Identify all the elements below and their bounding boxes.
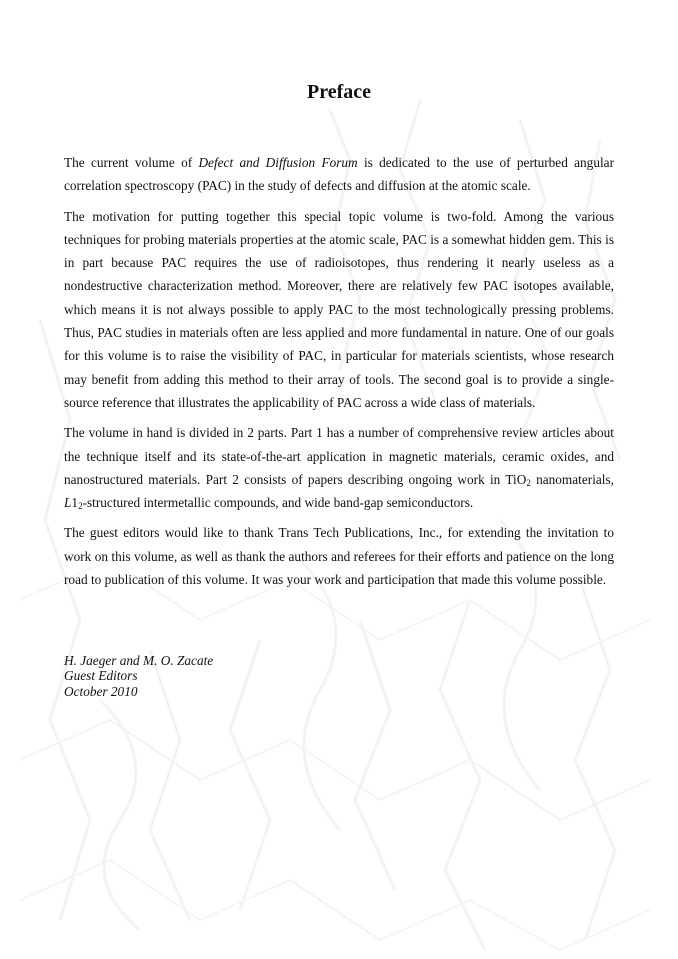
paragraph-4: The guest editors would like to thank Trans Tech Publications, Inc., for extending the invitation to work on this volume, as well as thank the authors and referees for their efforts and patience on the long road to publication of this volume. It was your work and participation that made this volume possible. — [64, 525, 614, 588]
tio2-formula: TiO — [505, 471, 527, 487]
page-title: Preface — [306, 81, 372, 103]
preface-body — [64, 151, 614, 598]
l12-subscript: 2 — [78, 501, 83, 512]
editor-role: Guest Editors — [64, 668, 138, 684]
paragraph-1 — [64, 151, 614, 198]
editor-names: H. Jaeger and M. O. Zacate — [64, 653, 214, 668]
paragraph-1-text-b: is dedicated to the use of perturbed angular correlation spectroscopy (PAC) in the study of defects and diffusion at the atomic scale. — [64, 155, 614, 194]
paragraph-3 — [64, 421, 614, 514]
paragraph-1-text-a: The current volume of — [64, 155, 199, 170]
paragraph-3-text-b: nanomaterials, — [530, 471, 614, 487]
paragraph-2: The motivation for putting together this special topic volume is two-fold. Among the various techniques for probing materials properties at the atomic scale, PAC is a somewhat hidden gem. This is in part because PAC requires the use of radioisotopes, thus rendering it nearly useless as a nondestructive characterization method. Moreover, there are relatively few PAC isotopes available, which means it is not always possible to apply PAC to the most technologically pressing problems. Thus, PAC studies in materials often are less applied and more fundamental in nature. One of our goals for this volume is to raise the visibility of PAC, in particular for materials scientists, whose research may benefit from adding this method to their array of tools. The second goal is to provide a single-source reference that illustrates the applicability of PAC across a wide class of materials. — [64, 208, 614, 410]
paragraph-3-text-a: The volume in hand is divided in 2 parts. Part 1 has a number of comprehensive review articles about the technique itself and its state-of-the-art application in magnetic materials, ceramic oxides, and nanostructured materials. Part 2 consists of papers describing ongoing work in — [64, 425, 614, 487]
tio2-subscript: 2 — [526, 477, 531, 488]
paragraph-3-text-c: -structured intermetallic compounds, and wide band-gap semiconductors. — [82, 495, 474, 511]
l12-structure-letter: L — [64, 495, 72, 511]
l12-structure-number: 1 — [71, 495, 79, 511]
signature-date: October 2010 — [64, 683, 138, 699]
signature-block — [64, 653, 213, 699]
journal-title: Defect and Diffusion Forum — [198, 155, 358, 170]
